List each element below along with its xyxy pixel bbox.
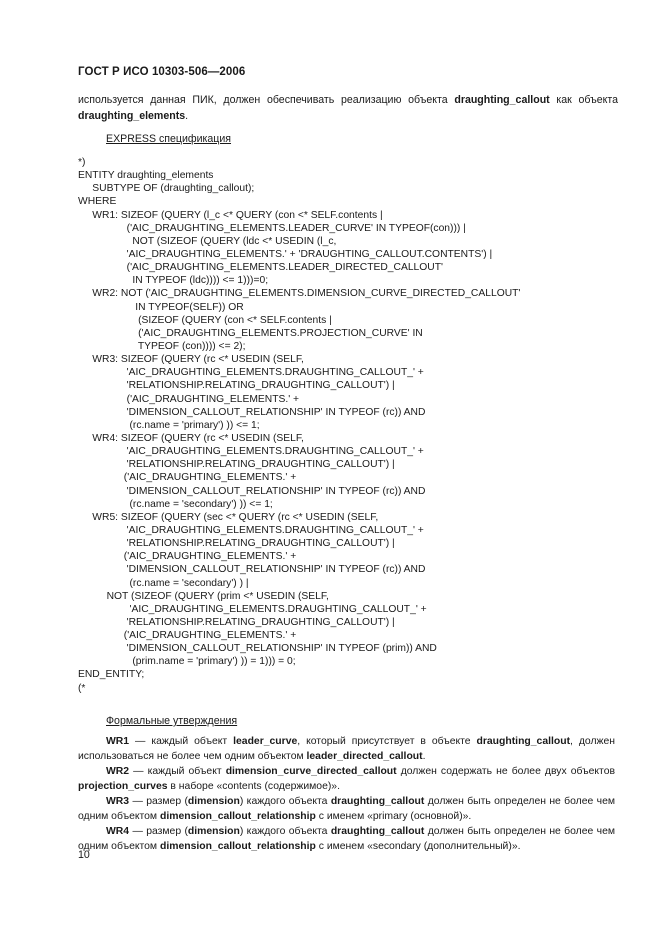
code-line: NOT (SIZEOF (QUERY (ldc <* USEDIN (l_c, [78, 235, 337, 247]
code-line: WR5: SIZEOF (QUERY (sec <* QUERY (rc <* USEDIN (SELF, [78, 511, 379, 523]
rule-text: ) каждого объекта [239, 796, 331, 807]
rule-term: draughting_callout [476, 736, 571, 747]
rule-label: WR2 [106, 766, 130, 777]
document-header: ГОСТ Р ИСО 10303-506—2006 [78, 66, 246, 78]
rule-term: dimension [187, 796, 240, 807]
rule-wr1 [78, 734, 615, 764]
rule-text: , который присутствует в объекте [297, 736, 477, 747]
rule-text: должен содержать не более двух объектов [396, 766, 615, 777]
rule-text: с именем «secondary (дополнительный)». [315, 841, 521, 852]
rule-text: — размер ( [129, 796, 188, 807]
code-line: ('AIC_DRAUGHTING_ELEMENTS.' + [78, 551, 297, 563]
rule-text: . [422, 751, 426, 762]
rule-text: — каждый объект [129, 736, 234, 747]
formal-rules-heading: Формальные утверждения [106, 715, 238, 727]
code-line: (rc.name = 'secondary') ) | [78, 577, 249, 589]
code-line: (* [78, 682, 86, 694]
rule-text: , должен использоваться не более чем одним объектом [78, 736, 616, 762]
code-line: ('AIC_DRAUGHTING_ELEMENTS.PROJECTION_CURVE' IN [78, 327, 423, 339]
code-line: ('AIC_DRAUGHTING_ELEMENTS.' + [78, 472, 297, 484]
code-line: (SIZEOF (QUERY (con <* SELF.contents | [78, 314, 332, 326]
rule-text: — каждый объект [129, 766, 226, 777]
rule-wr4 [78, 824, 615, 854]
code-line: IN TYPEOF (ldc)))) <= 1)))=0; [78, 275, 269, 287]
code-line: WR3: SIZEOF (QUERY (rc <* USEDIN (SELF, [78, 354, 304, 366]
code-line: 'RELATIONSHIP.RELATING_DRAUGHTING_CALLOUT') | [78, 459, 395, 471]
code-line: 'DIMENSION_CALLOUT_RELATIONSHIP' IN TYPEOF (prim)) AND [78, 643, 437, 655]
code-line: IN TYPEOF(SELF)) OR [78, 301, 244, 313]
code-line: 'AIC_DRAUGHTING_ELEMENTS.DRAUGHTING_CALLOUT_' + [78, 524, 424, 536]
rule-wr2 [78, 764, 615, 794]
code-line: WR2: NOT ('AIC_DRAUGHTING_ELEMENTS.DIMENSION_CURVE_DIRECTED_CALLOUT' [78, 288, 521, 300]
rule-term: dimension_curve_directed_callout [225, 766, 397, 777]
rule-term: draughting_callout [330, 826, 425, 837]
rule-label: WR1 [106, 736, 130, 747]
page-number: 10 [78, 849, 90, 861]
code-line: 'DIMENSION_CALLOUT_RELATIONSHIP' IN TYPEOF (rc)) AND [78, 564, 426, 576]
code-line: ENTITY draughting_elements [78, 170, 214, 182]
code-line: WHERE [78, 196, 117, 208]
rule-label: WR4 [106, 826, 130, 837]
intro-text-1: используется данная ПИК, должен обеспечивать реализацию объекта [78, 94, 455, 106]
rule-text: должен быть определен не более чем одним объектом [78, 796, 615, 822]
rule-text: в наборе «contents (содержимое)». [167, 781, 340, 792]
rule-term: dimension_callout_relationship [159, 811, 316, 822]
express-code-block [78, 156, 520, 695]
rule-term: leader_curve [233, 736, 298, 747]
rule-term: projection_curves [78, 781, 168, 792]
rule-term: dimension_callout_relationship [159, 841, 316, 852]
express-spec-heading: EXPRESS спецификация [106, 133, 232, 145]
code-line: (rc.name = 'primary') )) <= 1; [78, 419, 260, 431]
rule-label: WR3 [106, 796, 130, 807]
code-line: 'RELATIONSHIP.RELATING_DRAUGHTING_CALLOUT') | [78, 616, 395, 628]
code-line: WR4: SIZEOF (QUERY (rc <* USEDIN (SELF, [78, 432, 304, 444]
rule-text: должен быть определен не более чем одним объектом [78, 826, 615, 852]
code-line: 'RELATIONSHIP.RELATING_DRAUGHTING_CALLOUT') | [78, 380, 395, 392]
code-line: 'RELATIONSHIP.RELATING_DRAUGHTING_CALLOUT') | [78, 538, 395, 550]
code-line: TYPEOF (con)))) <= 2); [78, 340, 246, 352]
rule-text: ) каждого объекта [239, 826, 331, 837]
code-line: *) [78, 157, 86, 168]
code-line: END_ENTITY; [78, 669, 145, 681]
intro-text-2: как объекта [549, 94, 619, 106]
code-line: WR1: SIZEOF (QUERY (l_c <* QUERY (con <* SELF.contents | [78, 209, 383, 221]
rule-term: draughting_callout [330, 796, 425, 807]
code-line: 'AIC_DRAUGHTING_ELEMENTS.DRAUGHTING_CALLOUT_' + [78, 367, 424, 379]
rule-term: leader_directed_callout [306, 751, 423, 762]
code-line: NOT (SIZEOF (QUERY (prim <* USEDIN (SELF, [78, 590, 329, 602]
intro-text-3: . [185, 110, 189, 122]
code-line: 'DIMENSION_CALLOUT_RELATIONSHIP' IN TYPEOF (rc)) AND [78, 485, 426, 497]
code-line: 'AIC_DRAUGHTING_ELEMENTS.DRAUGHTING_CALLOUT_' + [78, 603, 427, 615]
code-line: ('AIC_DRAUGHTING_ELEMENTS.LEADER_DIRECTED_CALLOUT' [78, 262, 443, 274]
code-line: 'DIMENSION_CALLOUT_RELATIONSHIP' IN TYPEOF (rc)) AND [78, 406, 426, 418]
code-line: SUBTYPE OF (draughting_callout); [78, 183, 255, 195]
rule-term: dimension [187, 826, 240, 837]
code-line: ('AIC_DRAUGHTING_ELEMENTS.LEADER_CURVE' IN TYPEOF(con))) | [78, 222, 466, 234]
rule-wr3 [78, 794, 615, 824]
intro-paragraph [78, 92, 618, 124]
code-line: (rc.name = 'secondary') )) <= 1; [78, 498, 273, 510]
rule-text: — размер ( [129, 826, 188, 837]
code-line: 'AIC_DRAUGHTING_ELEMENTS.' + 'DRAUGHTING_CALLOUT.CONTENTS') | [78, 248, 493, 260]
code-line: ('AIC_DRAUGHTING_ELEMENTS.' + [78, 630, 297, 642]
rule-text: с именем «primary (основной)». [315, 811, 472, 822]
code-line: 'AIC_DRAUGHTING_ELEMENTS.DRAUGHTING_CALLOUT_' + [78, 446, 424, 458]
code-line: (prim.name = 'primary') )) = 1))) = 0; [78, 656, 296, 668]
intro-term-2: draughting_elements [78, 110, 186, 122]
intro-term-1: draughting_callout [454, 94, 550, 106]
code-line: ('AIC_DRAUGHTING_ELEMENTS.' + [78, 393, 300, 405]
